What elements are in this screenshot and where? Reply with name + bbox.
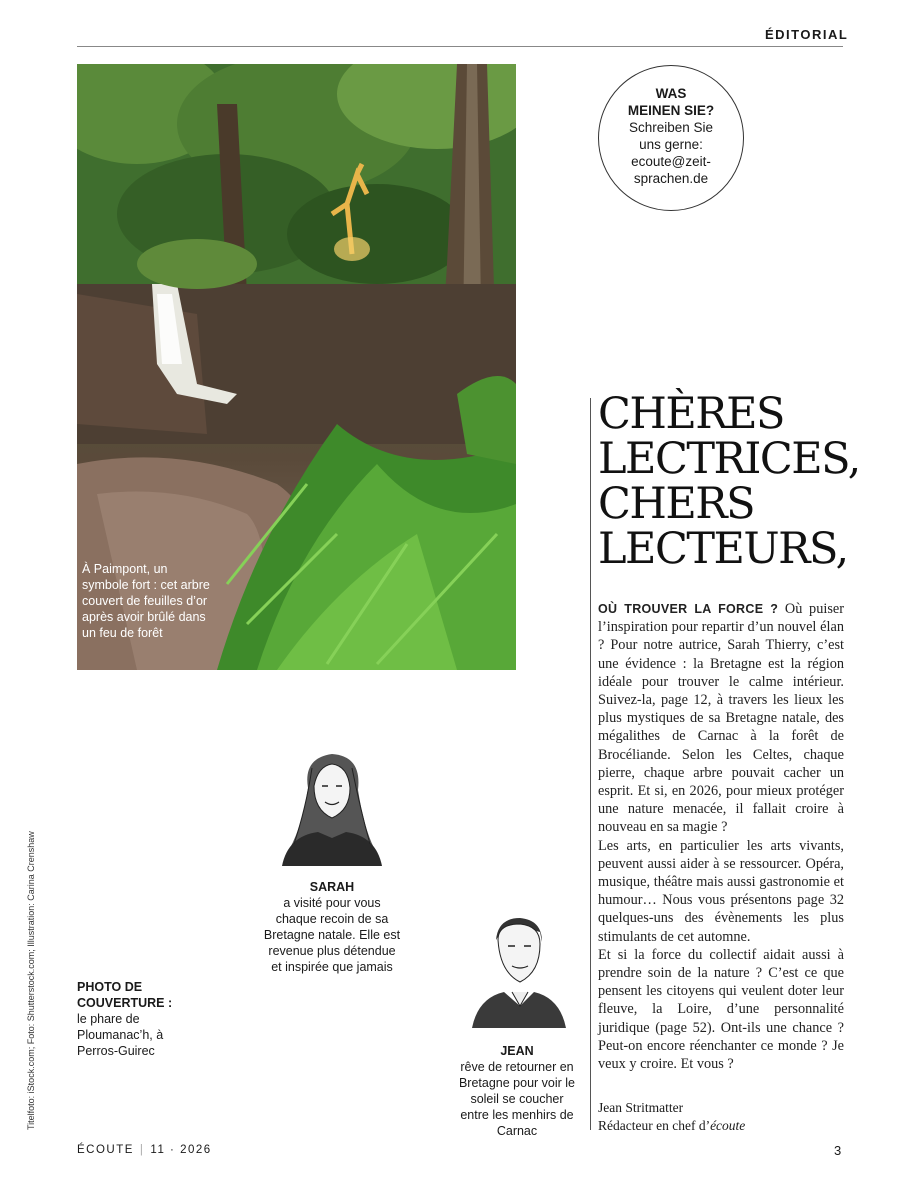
- cover-photo-note: [77, 979, 207, 1059]
- headline-line4: LECTEURS,: [598, 524, 848, 574]
- editorial-body: [598, 600, 844, 1073]
- editorial-headline: [598, 389, 860, 574]
- footer-issue: 11 · 2026: [150, 1144, 212, 1156]
- cover-note-label: PHOTO DE COUVERTURE :: [77, 980, 173, 1010]
- headline-line3: CHERS: [598, 479, 755, 529]
- signature-role: Rédacteur en chef d’écoute: [598, 1118, 746, 1133]
- footer: [77, 1144, 212, 1156]
- footer-magazine: ÉCOUTE: [77, 1144, 134, 1156]
- headline-line1: CHÈRES: [598, 389, 785, 439]
- jean-bio: [458, 1043, 576, 1139]
- sarah-bio: [262, 879, 402, 975]
- badge-email-line1[interactable]: ecoute@zeit-: [631, 154, 711, 169]
- jean-bio-text: rêve de retourner en Bretagne pour voir le soleil se coucher entre les menhirs de Carnac: [458, 1060, 576, 1138]
- jean-name: JEAN: [500, 1044, 534, 1058]
- paragraph-1: [598, 600, 844, 837]
- cover-note-text: le phare de Ploumanac’h, à Perros-Guirec: [77, 1012, 164, 1058]
- paragraph-3: Et si la force du collectif aidait aussi à prendre soin de la nature ? C’est ce que pensent les citoyens qui veulent doter leur fleuve, la Loire, d’une personnalité juridique (page 52). Ont-ils une chance ? Peut-on encore réenchanter ce monde ? Je veux y croire. Et vous ?: [598, 946, 844, 1073]
- sarah-portrait-illustration: [278, 748, 386, 871]
- badge-text-line1: Schreiben Sie: [628, 120, 714, 135]
- badge-email-line2[interactable]: sprachen.de: [633, 171, 709, 186]
- badge-title-line1: WAS: [655, 86, 687, 101]
- headline-line2: LECTRICES,: [598, 434, 860, 484]
- footer-separator: |: [139, 1144, 145, 1156]
- section-label: ÉDITORIAL: [765, 27, 849, 42]
- jean-portrait-illustration: [468, 910, 568, 1033]
- photo-caption: À Paimpont, un symbole fort : cet arbre couvert de feuilles d’or après avoir brûlé dans un feu de forêt: [82, 562, 210, 640]
- sarah-name: SARAH: [309, 880, 355, 894]
- badge-title-line2: MEINEN SIE?: [627, 103, 715, 118]
- lead-in: OÙ TROUVER LA FORCE ?: [598, 602, 779, 616]
- sarah-bio-text: a visité pour vous chaque recoin de sa Bretagne natale. Elle est revenue plus détendue et inspirée que jamais: [263, 896, 401, 974]
- photo-credit: Titelfoto: iStock.com; Foto: Shutterstock.com; Illustration: Carina Crenshaw: [26, 831, 36, 1130]
- signature-magazine: écoute: [710, 1118, 746, 1133]
- feedback-badge: [598, 65, 744, 211]
- paragraph-1-text: Où puiser l’inspiration pour repartir d’un nouvel élan ? Pour notre autrice, Sarah Thierry, c’est une évidence : la Bretagne est la région idéale pour trouver le calme intérieur. Suivez-la, page 12, à travers les lieux les plus mystiques de sa Bretagne natale, des mégalithes de Carnac à la forêt de Brocéliande. Selon les Celtes, chaque pierre, chaque arbre pouvait cacher un esprit. Et si, en 2026, pour mieux protéger une nature menacée, il fallait croire à nouveau en sa magie ?: [598, 601, 844, 836]
- paragraph-2: Les arts, en particulier les arts vivants, peuvent aussi aider à se ressourcer. Opéra, musique, théâtre mais aussi gastronomie et humour… Nous vous présentons page 32 quelques-uns des évènements les plus stimulants de cet automne.: [598, 837, 844, 945]
- badge-text-line2: uns gerne:: [639, 137, 703, 152]
- column-divider: [590, 398, 591, 1130]
- signature: [598, 1099, 745, 1135]
- top-divider: [77, 46, 843, 47]
- signature-name: Jean Stritmatter: [598, 1100, 684, 1115]
- page-number: 3: [834, 1143, 842, 1158]
